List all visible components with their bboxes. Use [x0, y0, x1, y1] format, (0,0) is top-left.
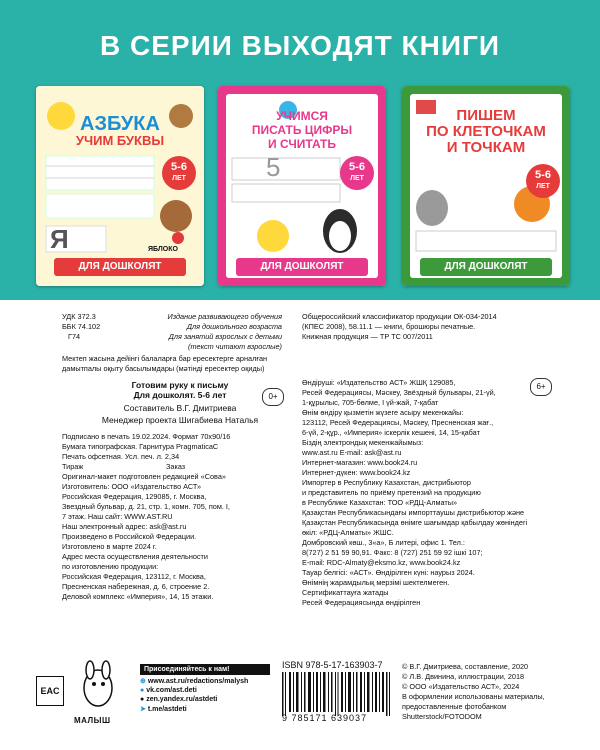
eac-mark: EAC	[36, 676, 64, 706]
udk-block: УДК 372.3 ББК 74.102 Г74	[62, 312, 101, 341]
barcode-digits: 9 785171 639037	[282, 713, 368, 723]
classifier-block: Общероссийский классификатор продукции ОК-034-2014 (КПЕС 2008), 58.11.1 — книги, брошюры печатные. Книжная продукция — ТР ТС 007/2011	[302, 312, 497, 341]
book-subtitle-3b: И ТОЧКАМ	[446, 139, 526, 156]
book-cover-cells	[402, 86, 570, 286]
book-letter: Я	[50, 224, 69, 254]
book-ribbon: ДЛЯ ДОШКОЛЯТ	[236, 258, 368, 276]
brand-name: МАЛЫШ	[74, 716, 111, 725]
book-subtitle-2b: И СЧИТАТЬ	[268, 137, 336, 151]
age-mark-ru: 0+	[262, 388, 284, 406]
malysh-logo-icon	[76, 660, 126, 720]
series-title: В СЕРИИ ВЫХОДЯТ КНИГИ	[100, 30, 500, 61]
book-subtitle-3a: ПО КЛЕТОЧКАМ	[426, 123, 546, 140]
zen-link[interactable]: ● zen.yandex.ru/astdeti	[140, 696, 218, 703]
edition-notes: Издание развивающего обучения Для дошкольного возраста Для занятий взрослых с детьми (текст читают взрослые)	[167, 312, 282, 351]
vk-link[interactable]: ● vk.com/ast.deti	[140, 687, 197, 694]
isbn-text: ISBN 978-5-17-163903-7	[282, 660, 383, 670]
book-subtitle-1: УЧИМ БУКВЫ	[75, 133, 165, 148]
age-badge: 5-6 ЛЕТ	[526, 164, 560, 198]
koala-icon	[416, 190, 448, 226]
telegram-icon: ➤	[140, 706, 146, 713]
book-title-2: УЧИМСЯ	[276, 109, 328, 123]
hedgehog-icon	[160, 200, 192, 232]
join-label: Присоединяйтесь к нам!	[140, 664, 270, 675]
web-icon: ⊕	[140, 678, 146, 685]
apple-icon	[172, 232, 184, 244]
book-word: ЯБЛОКО	[148, 246, 178, 253]
kazakh-info-block: Өндіруші: «Издательство АСТ» ЖШҚ 129085, Ресей Федерациясы, Мәскеу, Звёздный бульвары, 21-үй, 1-құрылыс, 705-бөлме, I үй-жай, 7-қабат Өнім өндіру қызметін жүзеге асыру мекенжайы: 123112, Ресей Федерациясы, Мәскеу, Пресненская жағ., 6-үй, 2-құр., «Империя» іскерлік кешені, 14, 15-қабат Біздің электрондық мекенжайымыз: www.ast.ru E-mail: ask@ast.ru Интернет-магазин: www.book24.ru Интернет-дүкен: www.book24.kz Импортер в Республику Казахстан, дистрибьютор и представитель по приёму претензий на продукцию в Республике Казахстан: ТОО «РДЦ-Алматы» Қазақстан Республикасындағы импорттаушы дистрибьютор және Қазақстан Республикасында өнімге шағымдар қабылдау жөніндегі өкіл: «РДЦ-Алматы» ЖШС. Домбровский көш., 3«а», Б литері, офис 1. Тел.: 8(727) 2 51 59 90,91. Факс: 8 (727) 251 59 92 ішкі 107; E-mail: RDC-Almaty@eksmo.kz, www.book24.kz Тауар белгісі: «АСТ». Өндірілген күні: наурыз 2024. Өнімнің жарамдылық мерзімі шектелмеген. Сертификаттауға жатады Ресей Федерациясында өндірілген	[302, 378, 528, 607]
copyright-block: © В.Г. Дмитриева, составление, 2020 © Л.В. Двинина, иллюстрации, 2018 © ООО «Издательство АСТ», 2024 В оформлении использованы материалы, предоставленные фотобанком Shutterstock/FOTODOM	[402, 662, 545, 721]
kazakh-edition-note: Мектеп жасына дейінгі балаларға бар ересектерге арналған дамытпалы оқыту басылымдары (мәтінді ересектер оқиды)	[62, 354, 268, 373]
vk-icon: ●	[140, 687, 145, 694]
book-title: Готовим руку к письму	[131, 380, 229, 390]
book-subtitle: Для дошколят. 5-6 лет	[133, 390, 227, 400]
manager: Менеджер проекта Шигабиева Наталья	[101, 415, 259, 425]
book-cover-azbuka	[36, 86, 204, 286]
age-badge: 5-6 ЛЕТ	[162, 156, 196, 190]
series-banner	[0, 0, 600, 300]
age-badge: 5-6 ЛЕТ	[340, 156, 374, 190]
chick-icon	[257, 220, 289, 252]
telegram-link[interactable]: ➤ t.me/astdeti	[140, 706, 187, 713]
book-title-3: ПИШЕМ	[456, 107, 516, 124]
book-ribbon: ДЛЯ ДОШКОЛЯТ	[54, 258, 186, 276]
book-cover-numbers	[218, 86, 386, 286]
book-ribbon: ДЛЯ ДОШКОЛЯТ	[420, 258, 552, 276]
print-details: Подписано в печать 19.02.2024. Формат 70х90/16 Бумага типографская. Гарнитура PragmaticaC Печать офсетная. Усл. печ. л. 2,34 Тираж Заказ Оригинал-макет подготовлен редакцией «Сова» Изготовитель: ООО «Издательство АСТ» Российская Федерация, 129085, г. Москва, Звездный бульвар, д. 21, стр. 1, комн. 705, пом. I, 7 этаж. Наш сайт: WWW.AST.RU Наш электронный адрес: ask@ast.ru Произведено в Российской Федерации. Изготовлено в марте 2024 г. Адрес места осуществления деятельности по изготовлению продукции: Российская Федерация, 123112, г. Москва, Пресненская набережная, д. 6, строение 2. Деловой комплекс «Империя», 14, 15 этажи.	[62, 432, 231, 601]
book-digit: 5	[266, 152, 281, 182]
book-title-1: АЗБУКА	[80, 113, 160, 135]
book-subtitle-2a: ПИСАТЬ ЦИФРЫ	[251, 123, 353, 137]
age-mark-kz: 6+	[530, 378, 552, 396]
website-link[interactable]: ⊕ www.ast.ru/redactions/malysh	[140, 678, 249, 685]
social-block	[140, 664, 270, 713]
compiler: Составитель В.Г. Дмитриева	[123, 403, 237, 413]
zen-icon: ●	[140, 696, 145, 703]
